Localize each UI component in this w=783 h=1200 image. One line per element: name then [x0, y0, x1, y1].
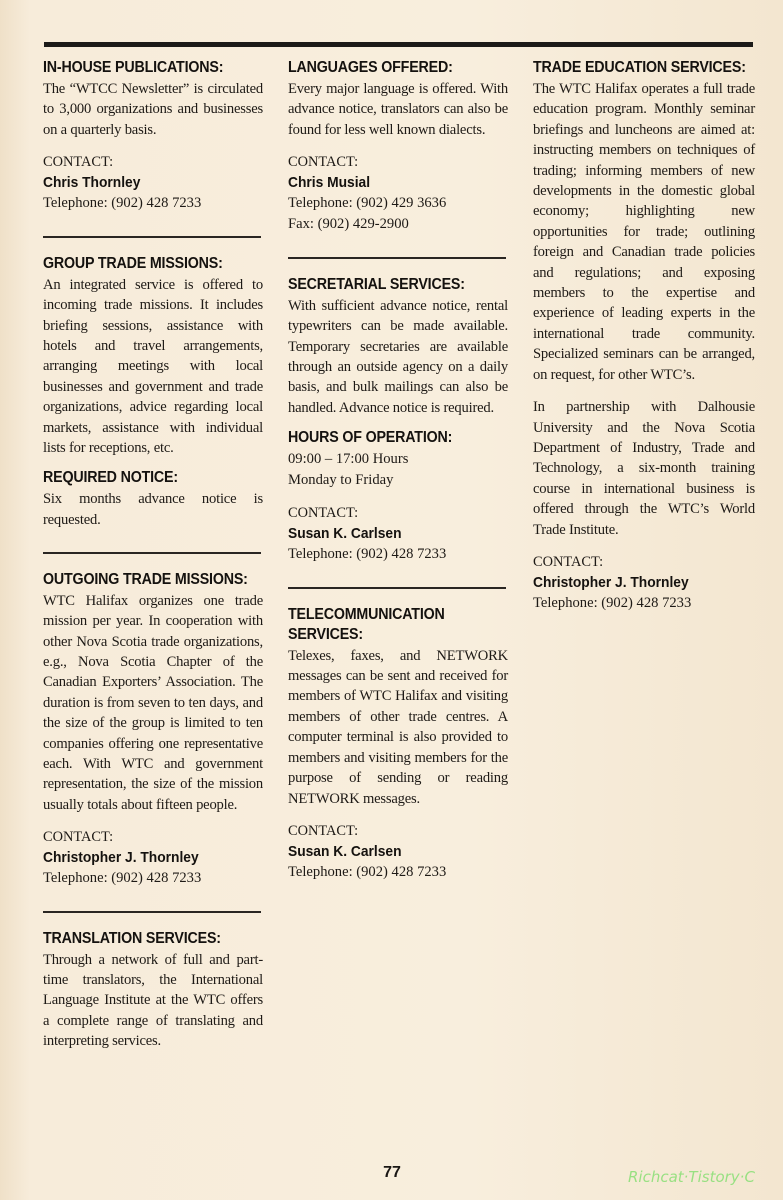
contact-phone: Telephone: (902) 428 7233	[43, 195, 202, 212]
section-heading: GROUP TRADE MISSIONS:	[43, 254, 223, 272]
watermark: Richcat·Tistory·C	[628, 1168, 755, 1186]
section-group-trade-missions	[43, 254, 263, 459]
contact-phone: Telephone: (902) 429 3636	[288, 195, 447, 212]
contact-name: Chris Thornley	[43, 174, 141, 192]
section-heading: TELECOMMUNICATION SERVICES:	[288, 605, 445, 643]
contact-label: CONTACT:	[288, 505, 359, 522]
section-heading: SECRETARIAL SERVICES:	[288, 275, 465, 293]
column-2	[288, 58, 508, 883]
section-hours-of-operation	[288, 428, 508, 565]
section-heading: IN-HOUSE PUBLICATIONS:	[43, 59, 224, 76]
contact-name: Susan K. Carlsen	[288, 842, 402, 860]
contact-phone: Telephone: (902) 428 7233	[288, 863, 447, 880]
section-divider	[43, 911, 261, 913]
section-required-notice	[43, 468, 263, 530]
section-text: The “WTCC Newsletter” is circulated to 3,000 organizations and businesses on a quarterly basis.	[43, 81, 263, 138]
section-text: Through a network of full and part-time translators, the International Language Institute at the WTC offers a complete range of translating and interpreting services.	[43, 951, 263, 1050]
contact-name: Chris Musial	[288, 174, 371, 192]
section-text: With sufficient advance notice, rental typewriters can be made available. Temporary secretaries are available through an outside agency on a daily basis, and bulk mailings can also be handled. Advance notice is required.	[288, 297, 508, 416]
hours-days: Monday to Friday	[288, 472, 394, 489]
section-divider	[43, 552, 261, 554]
top-rule	[44, 42, 753, 47]
section-text-2: In partnership with Dalhousie University and the Nova Scotia Department of Industry, Trade and Technology, a six-month training course in international business is offered through the WTC’s World Trade Institute.	[533, 399, 755, 538]
section-text: Telexes, faxes, and NETWORK messages can be sent and received for members of WTC Halifax and visiting members of other trade centres. A computer terminal is also provided to members and visiting members for the purpose of sending or reading NETWORK messages.	[288, 647, 508, 807]
section-in-house-publications	[43, 58, 263, 214]
page-number: 77	[383, 1164, 401, 1181]
section-text: An integrated service is offered to incoming trade missions. It includes briefing sessions, assistance with hotels and travel arrangements, arranging meetings with local businesses and government and trade organizations, advice regarding local markets, assistance with individual lists for receptions, etc.	[43, 276, 263, 456]
contact-phone: Telephone: (902) 428 7233	[43, 870, 202, 887]
section-heading: LANGUAGES OFFERED:	[288, 59, 453, 76]
contact-phone: Telephone: (902) 428 7233	[533, 594, 692, 611]
contact-label: CONTACT:	[533, 553, 604, 570]
section-text: WTC Halifax organizes one trade mission per year. In cooperation with other Nova Scotia trade organizations, e.g., Nova Scotia Chapter of the Canadian Exporters’ Association. The duration is from seven to ten days, and the size of the group is limited to ten companies offering one representative each. With WTC and government representation, the size of the mission usually totals about fifteen people.	[43, 592, 263, 813]
contact-label: CONTACT:	[288, 154, 359, 171]
contact-label: CONTACT:	[43, 154, 114, 171]
contact-name: Christopher J. Thornley	[43, 849, 199, 867]
section-divider	[43, 236, 261, 238]
section-heading: TRANSLATION SERVICES:	[43, 929, 221, 947]
section-heading: TRADE EDUCATION SERVICES:	[533, 59, 746, 76]
contact-name: Susan K. Carlsen	[288, 525, 402, 543]
section-telecommunication-services	[288, 605, 508, 883]
column-3	[533, 58, 755, 614]
section-trade-education-services	[533, 58, 755, 614]
contact-label: CONTACT:	[43, 829, 114, 846]
section-divider	[288, 257, 506, 259]
hours-time: 09:00 – 17:00 Hours	[288, 451, 409, 468]
column-1	[43, 58, 263, 1052]
contact-label: CONTACT:	[288, 822, 359, 839]
section-languages-offered	[288, 58, 508, 235]
section-heading: REQUIRED NOTICE:	[43, 469, 178, 487]
contact-fax: Fax: (902) 429-2900	[288, 216, 409, 233]
contact-name: Christopher J. Thornley	[533, 573, 689, 591]
contact-phone: Telephone: (902) 428 7233	[288, 546, 447, 563]
section-divider	[288, 587, 506, 589]
section-heading: OUTGOING TRADE MISSIONS:	[43, 570, 248, 588]
section-translation-services	[43, 929, 263, 1052]
section-text: Six months advance notice is requested.	[43, 491, 263, 528]
section-text: The WTC Halifax operates a full trade education program. Monthly seminar briefings and luncheons are aimed at: instructing members on techniques of trading; informing members of new developments in the domestic global economy; highlighting new opportunities for trade; outlining foreign and Canadian trade policies and regulations; and exposing members to the expertise and experience of leading experts in the international trade community. Specialized seminars can be arranged, on request, for other WTC’s.	[533, 81, 755, 383]
section-outgoing-trade-missions	[43, 570, 263, 889]
section-heading: HOURS OF OPERATION:	[288, 429, 453, 447]
section-text: Every major language is offered. With advance notice, translators can also be found for less well known dialects.	[288, 81, 508, 138]
section-secretarial-services	[288, 275, 508, 418]
